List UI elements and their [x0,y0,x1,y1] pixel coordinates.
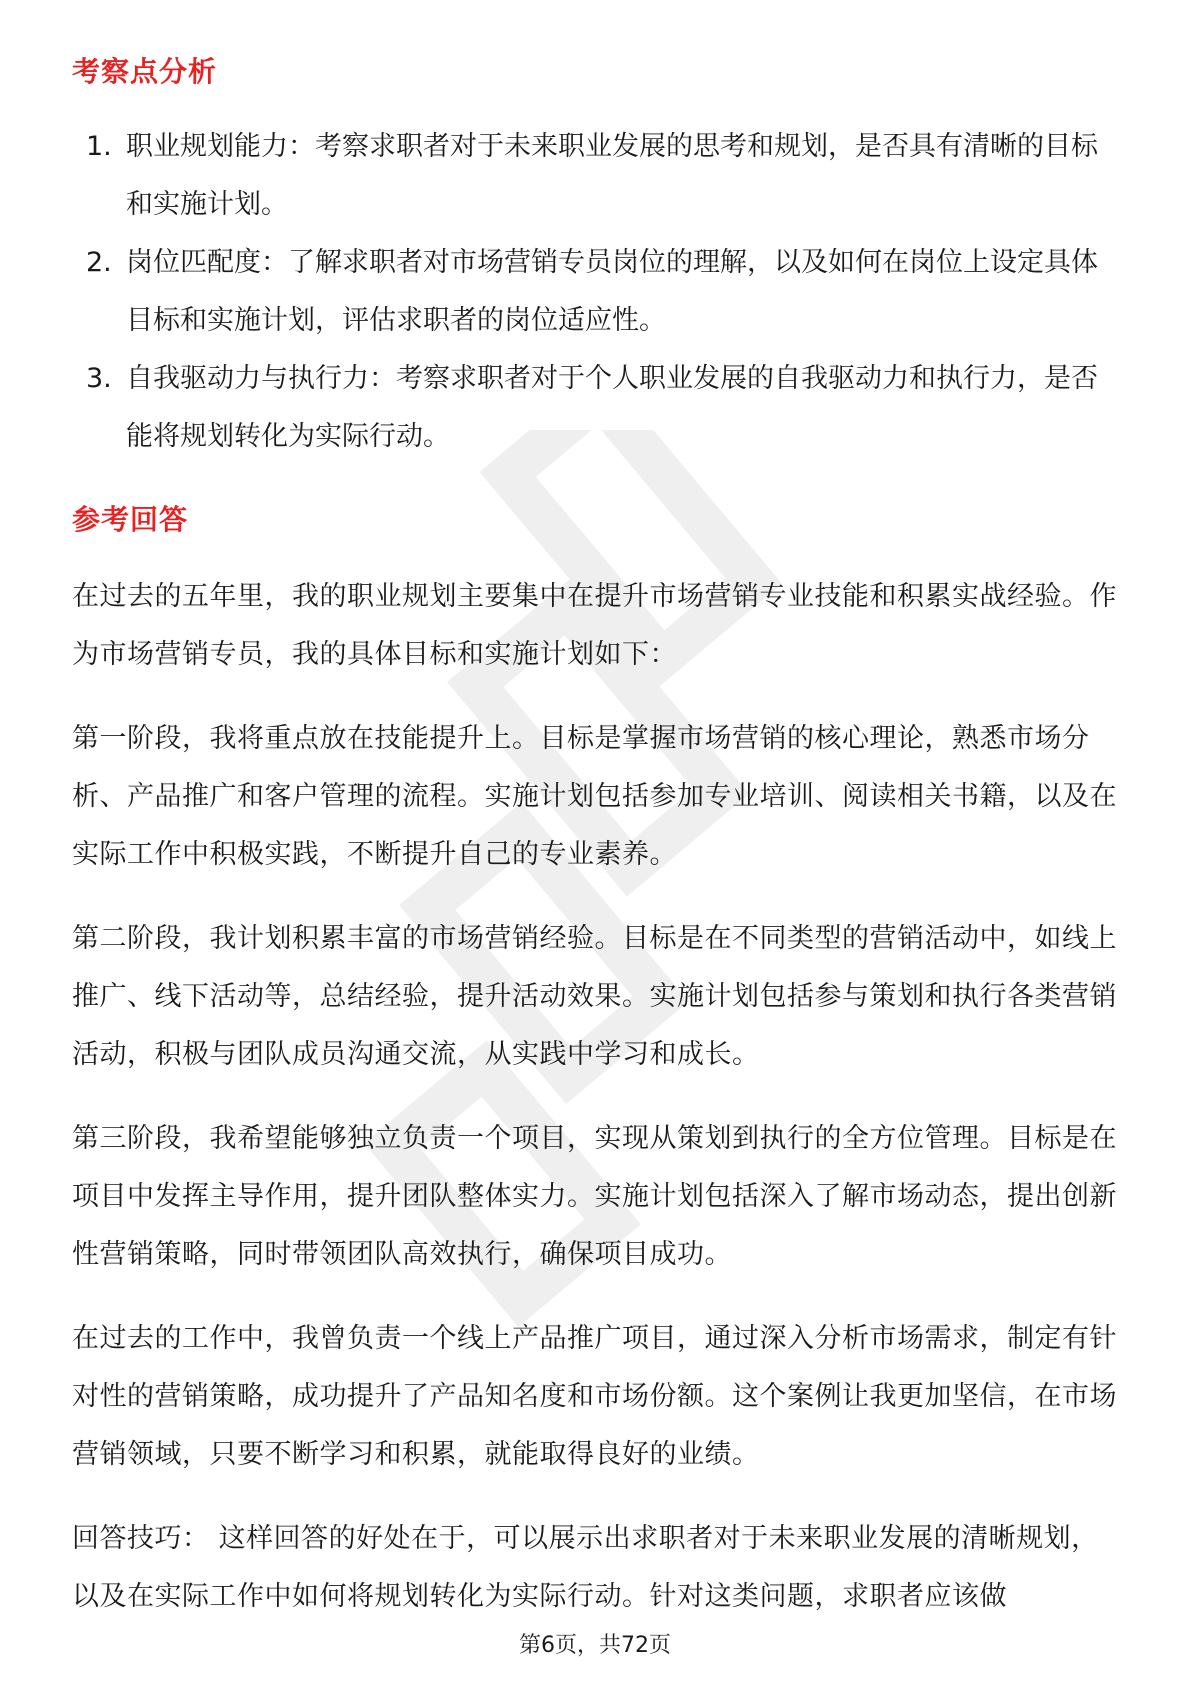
list-item [72,118,1122,234]
reference-answer-section [72,494,1122,1626]
list-item-text: 自我驱动力与执行力：考察求职者对于个人职业发展的自我驱动力和执行力，是否能将规划转化为实际行动。 [126,363,1098,452]
page-footer: 第6页，共72页 [519,1633,671,1658]
list-number: 2. [86,247,112,278]
list-item [72,350,1122,466]
paragraph: 第一阶段，我将重点放在技能提升上。目标是掌握市场营销的核心理论，熟悉市场分析、产品推广和客户管理的流程。实施计划包括参加专业培训、阅读相关书籍，以及在实际工作中积极实践，不断提升自己的专业素养。 [72,723,1117,870]
list-item [72,234,1122,350]
list-item-text: 职业规划能力：考察求职者对于未来职业发展的思考和规划，是否具有清晰的目标和实施计划。 [126,131,1098,220]
paragraph: 在过去的工作中，我曾负责一个线上产品推广项目，通过深入分析市场需求，制定有针对性的营销策略，成功提升了产品知名度和市场份额。这个案例让我更加坚信，在市场营销领域，只要不断学习和积累，就能取得良好的业绩。 [72,1323,1117,1470]
section-title-answer: 参考回答 [72,503,189,536]
analysis-list [72,118,1122,466]
list-item-text: 岗位匹配度：了解求职者对市场营销专员岗位的理解，以及如何在岗位上设定具体目标和实施计划，评估求职者的岗位适应性。 [126,247,1098,336]
paragraph: 回答技巧： 这样回答的好处在于，可以展示出求职者对于未来职业发展的清晰规划，以及在实际工作中如何将规划转化为实际行动。针对这类问题，求职者应该做 [72,1523,1099,1612]
answer-body [72,568,1122,1626]
list-number: 1. [86,131,112,162]
paragraph: 在过去的五年里，我的职业规划主要集中在提升市场营销专业技能和积累实战经验。作为市场营销专员，我的具体目标和实施计划如下： [72,581,1117,670]
main-content [72,46,1122,1626]
paragraph: 第三阶段，我希望能够独立负责一个项目，实现从策划到执行的全方位管理。目标是在项目中发挥主导作用，提升团队整体实力。实施计划包括深入了解市场动态，提出创新性营销策略，同时带领团队高效执行，确保项目成功。 [72,1123,1117,1270]
paragraph: 第二阶段，我计划积累丰富的市场营销经验。目标是在不同类型的营销活动中，如线上推广、线下活动等，总结经验，提升活动效果。实施计划包括参与策划和执行各类营销活动，积极与团队成员沟通交流，从实践中学习和成长。 [72,923,1117,1070]
list-number: 3. [86,363,112,394]
section-title-analysis: 考察点分析 [72,55,218,88]
